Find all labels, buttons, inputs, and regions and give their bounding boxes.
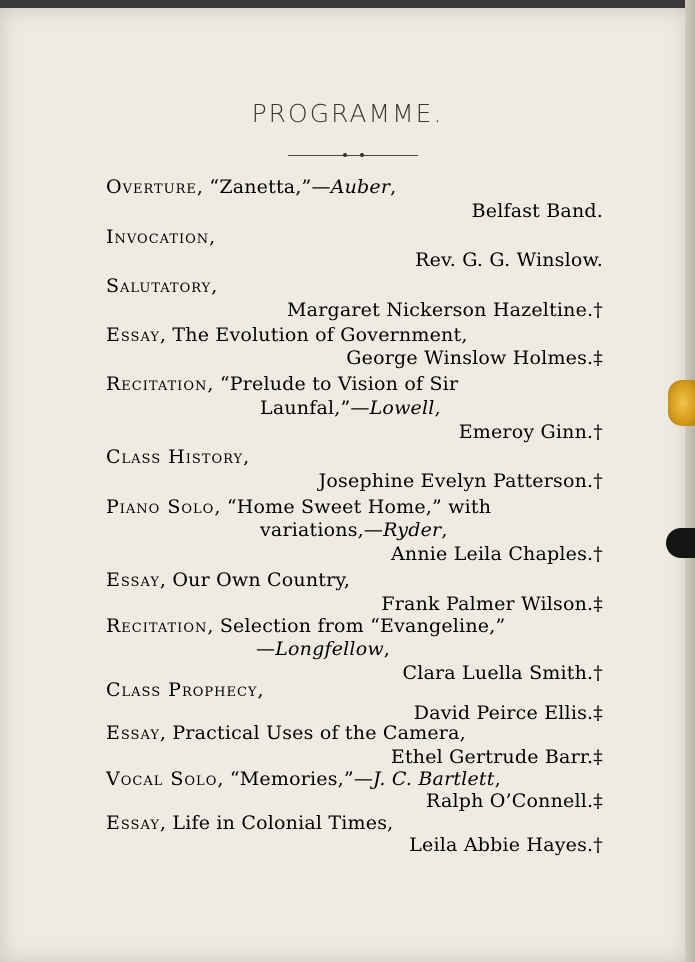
programme-item-essay: [106, 722, 466, 744]
item-label: Class Prophecy: [106, 679, 258, 701]
performer-name: Emeroy Ginn.†: [458, 421, 603, 443]
item-composer: Lowell: [369, 397, 435, 419]
programme-item-recitation: [106, 615, 505, 637]
item-title: ,: [209, 226, 216, 248]
item-title: , “Zanetta,”—: [196, 176, 331, 198]
programme-item-vocal-solo: [106, 768, 501, 790]
title-divider: [288, 155, 418, 156]
item-title: , “Home Sweet Home,” with: [214, 496, 492, 518]
item-title-continued: [260, 519, 448, 541]
performer-name: Belfast Band.: [471, 200, 603, 222]
gold-ribbon-tie: [668, 380, 695, 426]
punct: ,: [441, 519, 448, 541]
performer-name: Margaret Nickerson Hazeltine.†: [287, 299, 603, 321]
item-title: Launfal,”—: [260, 397, 370, 419]
programme-item-salutatory: [106, 275, 217, 297]
item-composer: Ryder: [383, 519, 442, 541]
item-label: Essay: [106, 812, 160, 834]
item-title-continued: [260, 397, 441, 419]
item-label: Recitation: [106, 615, 208, 637]
programme-item-essay: [106, 569, 350, 591]
item-label: Essay: [106, 722, 160, 744]
item-composer: Longfellow: [275, 638, 384, 660]
item-label: Piano Solo: [106, 496, 215, 518]
item-label: Recitation: [106, 373, 208, 395]
item-title: , Our Own Country,: [159, 569, 351, 591]
page-edge: [685, 0, 695, 962]
item-title: , The Evolution of Government,: [159, 324, 468, 346]
performer-name: David Peirce Ellis.‡: [413, 702, 603, 724]
item-label: Essay: [106, 324, 160, 346]
binding-hole: [666, 528, 695, 558]
performer-name: Ralph O’Connell.‡: [426, 790, 603, 812]
performer-name: Rev. G. G. Winslow.: [415, 249, 603, 271]
item-label: Class History: [106, 446, 244, 468]
performer-name: Clara Luella Smith.†: [402, 662, 603, 684]
item-title: , “Memories,”—: [217, 768, 374, 790]
item-title: —: [256, 638, 276, 660]
performer-name: Annie Leila Chaples.†: [390, 543, 603, 565]
programme-item-invocation: [106, 226, 215, 248]
item-title: , Selection from “Evangeline,”: [207, 615, 506, 637]
item-label: Invocation: [106, 226, 210, 248]
item-label: Overture: [106, 176, 197, 198]
item-title: ,: [243, 446, 250, 468]
performer-name: Frank Palmer Wilson.‡: [381, 593, 603, 615]
programme-item-class-history: [106, 446, 249, 468]
item-title-continued: [256, 638, 390, 660]
programme-item-essay: [106, 324, 468, 346]
performer-name: Ethel Gertrude Barr.‡: [390, 746, 603, 768]
punct: ,: [383, 638, 391, 660]
performer-name: George Winslow Holmes.‡: [346, 347, 603, 369]
divider-dot: [360, 153, 364, 157]
page-title: PROGRAMME.: [251, 99, 444, 128]
programme-item-class-prophecy: [106, 679, 264, 701]
programme-item-overture: [106, 176, 396, 198]
performer-name: Leila Abbie Hayes.†: [409, 834, 603, 856]
performer-name: Josephine Evelyn Patterson.†: [318, 470, 603, 492]
item-title: , Practical Uses of the Camera,: [159, 722, 466, 744]
item-label: Vocal Solo: [106, 768, 218, 790]
item-label: Salutatory: [106, 275, 212, 297]
item-composer: J. C. Bartlett: [373, 768, 495, 790]
programme-item-recitation: [106, 373, 458, 395]
item-title: variations,—: [260, 519, 384, 541]
item-title: , “Prelude to Vision of Sir: [207, 373, 459, 395]
item-label: Essay: [106, 569, 160, 591]
punct: ,: [434, 397, 441, 419]
punct: ,: [494, 768, 501, 790]
programme-item-piano-solo: [106, 496, 491, 518]
item-composer: Auber: [330, 176, 391, 198]
item-title: , Life in Colonial Times,: [159, 812, 394, 834]
punct: ,: [390, 176, 397, 198]
divider-dot: [343, 153, 347, 157]
programme-item-essay: [106, 812, 393, 834]
item-title: ,: [257, 679, 264, 701]
item-title: ,: [211, 275, 218, 297]
